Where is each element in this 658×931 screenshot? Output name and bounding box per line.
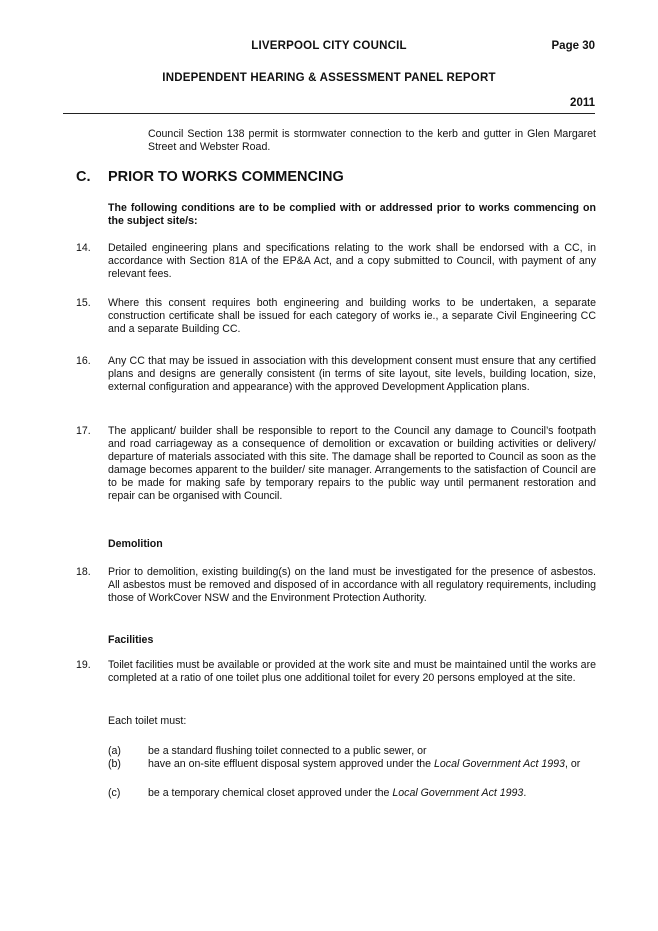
report-year: 2011 — [570, 97, 595, 109]
list-item-label: (b) — [108, 758, 121, 770]
section-lead: The following conditions are to be complied with or addressed prior to works commencing on the subject site/s: — [108, 202, 596, 227]
condition-number: 14. — [76, 242, 91, 254]
condition-text: The applicant/ builder shall be responsible to report to the Council any damage to Council’s footpath and road carriageway as a consequence of demolition or excavation or building activities or delivery/ departure of materials associated with this site. The damage shall be reported to Council as soon as the damage becomes apparent to the builder/ site manager. Arrangements to the satisfaction of Council are to be made for making safe by temporary repairs to the public way until permanent restoration and repair can be organised with Council. — [108, 425, 596, 502]
list-item-label: (a) — [108, 745, 121, 757]
report-title: INDEPENDENT HEARING & ASSESSMENT PANEL REPORT — [162, 72, 496, 84]
condition-text: Where this consent requires both engineering and building works to be undertaken, a separate construction certificate shall be issued for each category of works ie., a separate Civil Engineering CC and a separate Building CC. — [108, 297, 596, 335]
each-toilet-intro: Each toilet must: — [108, 715, 187, 727]
section-label: C. — [76, 169, 91, 185]
section-title: PRIOR TO WORKS COMMENCING — [108, 169, 344, 185]
section-heading — [76, 169, 344, 185]
facilities-heading: Facilities — [108, 634, 154, 646]
condition-number: 16. — [76, 355, 91, 367]
list-item-text: be a temporary chemical closet approved under the Local Government Act 1993. — [148, 787, 527, 799]
condition-text: Prior to demolition, existing building(s) on the land must be investigated for the presence of asbestos. All asbestos must be removed and disposed of in accordance with all regulatory requirements, including those of WorkCover NSW and the Environment Protection Authority. — [108, 566, 596, 604]
condition-text: Detailed engineering plans and specifications relating to the work shall be endorsed with a CC, in accordance with Section 81A of the EP&A Act, and a copy submitted to Council, with payment of any relevant fees. — [108, 242, 596, 280]
act-name: Local Government Act 1993 — [434, 758, 565, 770]
condition-text: Toilet facilities must be available or provided at the work site and must be maintained until the works are completed at a ratio of one toilet plus one additional toilet for every 20 persons employed at the site. — [108, 659, 596, 684]
intro-paragraph: Council Section 138 permit is stormwater connection to the kerb and gutter in Glen Margaret Street and Webster Road. — [148, 128, 596, 153]
page-number: Page 30 — [551, 40, 595, 52]
act-name: Local Government Act 1993 — [392, 787, 524, 799]
list-item-text: be a standard flushing toilet connected to a public sewer, or — [148, 745, 427, 757]
list-item-label: (c) — [108, 787, 121, 799]
council-name: LIVERPOOL CITY COUNCIL — [251, 40, 407, 52]
list-item-text: have an on-site effluent disposal system approved under the Local Government Act 1993, or — [148, 758, 581, 770]
condition-number: 15. — [76, 297, 91, 309]
demolition-heading: Demolition — [108, 538, 163, 550]
condition-number: 17. — [76, 425, 91, 437]
condition-number: 19. — [76, 659, 91, 671]
header-divider — [63, 113, 595, 114]
condition-number: 18. — [76, 566, 91, 578]
condition-text: Any CC that may be issued in association with this development consent must ensure that any certified plans and designs are generally consistent (in terms of site layout, site levels, building location, size, external configuration and appearance) with the approved Development Application plans. — [108, 355, 596, 393]
